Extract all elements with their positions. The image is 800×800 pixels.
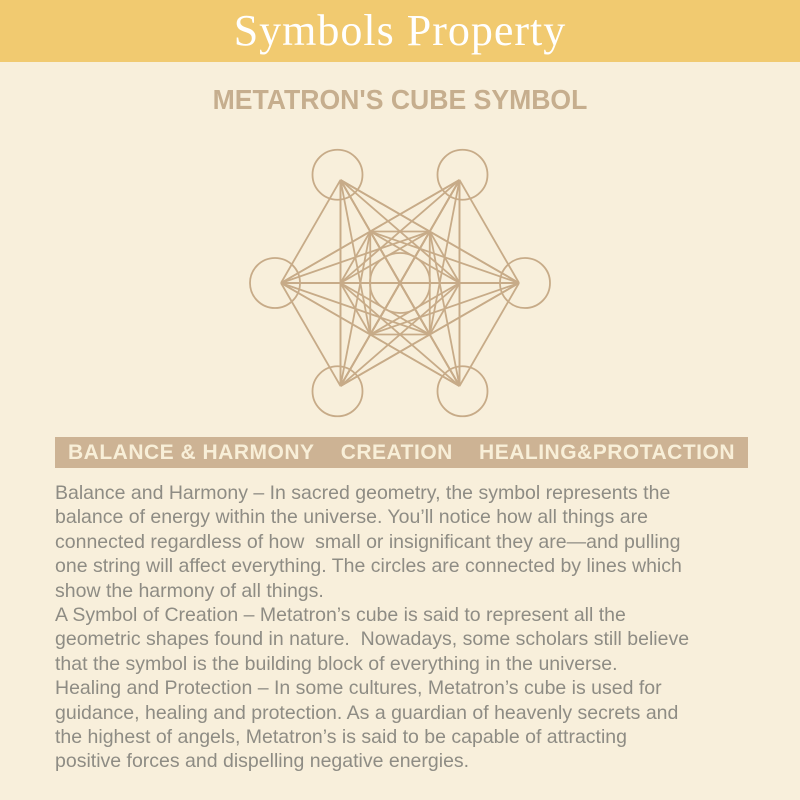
header-banner [0, 0, 800, 62]
keyword-balance-harmony: BALANCE & HARMONY [68, 441, 315, 464]
description-line: geometric shapes found in nature. Nowadays, some scholars still believe [55, 628, 690, 651]
description-line: guidance, healing and protection. As a guardian of heavenly secrets and [55, 701, 679, 724]
section-title: METATRON'S CUBE SYMBOL [212, 84, 588, 115]
description-line: Balance and Harmony – In sacred geometry, the symbol represents the [55, 482, 671, 504]
description-line: balance of energy within the universe. You’ll notice how all things are [55, 506, 648, 529]
description-line: that the symbol is the building block of everything in the universe. [55, 652, 618, 675]
description-line: one string will affect everything. The circles are connected by lines which [55, 555, 682, 578]
keyword-creation: CREATION [340, 441, 453, 464]
description-text [55, 481, 755, 774]
description-line: the highest of angels, Metatron’s is said to be capable of attracting [55, 725, 627, 748]
description-line: Healing and Protection – In some cultures, Metatron’s cube is used for [55, 677, 662, 700]
page-title: Symbols Property [233, 6, 567, 55]
description-line: show the harmony of all things. [55, 579, 324, 602]
description-line: A Symbol of Creation – Metatron’s cube is said to represent all the [55, 603, 626, 626]
description-line: connected regardless of how small or insignificant they are—and pulling [55, 530, 681, 553]
description-line: positive forces and dispelling negative energies. [55, 750, 470, 773]
keyword-healing-protection: HEALING&PROTACTION [479, 441, 735, 464]
metatrons-cube-figure [230, 113, 570, 453]
keywords-band [55, 437, 748, 468]
